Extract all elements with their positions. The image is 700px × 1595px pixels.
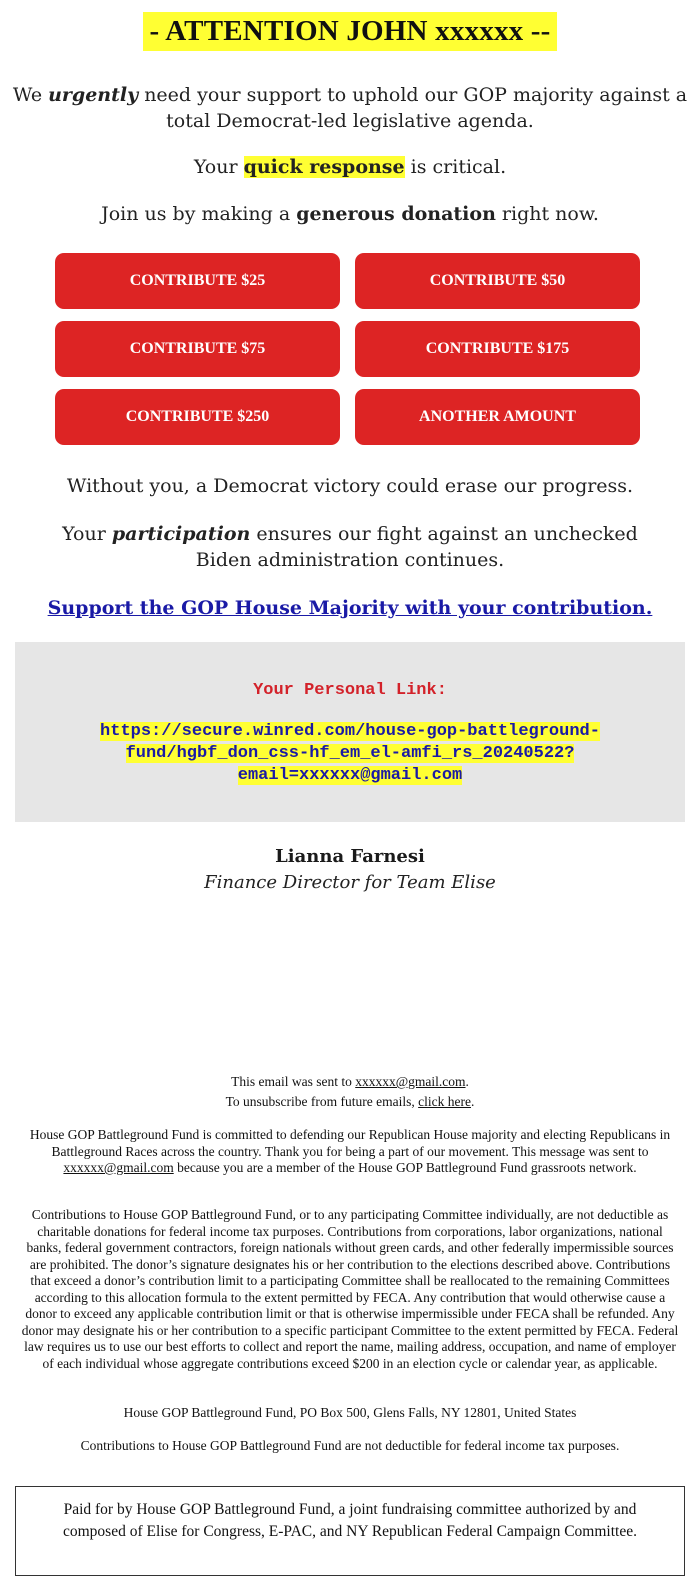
intro-paragraph-3 (0, 201, 700, 227)
text: ensures our fight against an unchecked Biden administration continues. (195, 523, 638, 571)
contribute-250-button[interactable]: CONTRIBUTE $250 (55, 389, 340, 445)
text: . (465, 1074, 469, 1089)
body-paragraph-2 (50, 521, 650, 573)
signature-title: Finance Director for Team Elise (204, 872, 496, 893)
intro-paragraph-2 (0, 154, 700, 180)
paid-for-box: Paid for by House GOP Battleground Fund, a joint fundraising committee authorized by and composed of Elise for Congress, E-PAC, and NY Republican Federal Campaign Committee. (15, 1486, 685, 1576)
mailing-address: House GOP Battleground Fund, PO Box 500, Glens Falls, NY 12801, United States (123, 1405, 577, 1420)
bold-text: generous donation (296, 203, 496, 225)
personal-link-url[interactable]: https://secure.winred.com/house-gop-battleground- fund/hgbf_don_css-hf_em_el-amfi_rs_20240522? email=xxxxxx@gmail.com (100, 722, 600, 785)
legal-disclaimer: Contributions to House GOP Battleground Fund, or to any participating Committee individually, are not deductible as charitable donations for federal income tax purposes. Contributions from corporations, labor organizations, national banks, federal government contractors, foreign nationals without green cards, and other federally impermissible sources are prohibited. The donor’s signature designates his or her contribution to the elections described above. Contributions that exceed a donor’s contribution limit to a participating Committee shall be reallocated to the remaining Committees according to this allocation formula to the extent permitted by FECA. Any contribution that would otherwise cause a donor to exceed any applicable contribution limit or that is otherwise impermissible under FECA shall be refunded. Any donor may designate his or her contribution to a specific participant Committee to the extent permitted by FECA. Federal law requires us to use our best efforts to collect and report the name, mailing address, occupation, and name of employer of each individual whose aggregate contributions exceed $200 in an election cycle or calendar year, as applicable. (21, 1207, 679, 1371)
another-amount-button[interactable]: ANOTHER AMOUNT (355, 389, 640, 445)
support-link-row (0, 595, 700, 621)
personal-link-url-wrap (55, 721, 645, 787)
personal-link-box (15, 642, 685, 822)
contribute-75-button[interactable]: CONTRIBUTE $75 (55, 321, 340, 377)
text: Your (62, 523, 112, 545)
emphasis-text: urgently (48, 84, 139, 106)
emphasis-text: participation (111, 523, 251, 545)
text: because you are a member of the House GOP Battleground Fund grassroots network. (173, 1160, 637, 1175)
header (0, 12, 700, 51)
text: Your (193, 156, 244, 178)
text: This email was sent to (231, 1074, 356, 1089)
text: right now. (495, 203, 599, 225)
text: . (470, 1094, 475, 1109)
member-email-link[interactable]: xxxxxx@gmail.com (63, 1160, 174, 1175)
recipient-email-link[interactable]: xxxxxx@gmail.com (355, 1074, 466, 1089)
contribute-50-button[interactable]: CONTRIBUTE $50 (355, 253, 640, 309)
about-paragraph (20, 1127, 680, 1177)
text: is critical. (404, 156, 507, 178)
attention-title: - ATTENTION JOHN xxxxxx -- (143, 12, 556, 51)
intro-paragraph-1 (0, 82, 700, 134)
text: To unsubscribe from future emails, (225, 1094, 419, 1109)
text: need your support to uphold our GOP majority against a total Democrat-led legislative agenda. (138, 84, 688, 132)
contribute-25-button[interactable]: CONTRIBUTE $25 (55, 253, 340, 309)
text: House GOP Battleground Fund is committed to defending our Republican House majority and electing Republicans in Battleground Races across the country. Thank you for being a part of our movement. This message was sent to (29, 1127, 671, 1159)
highlighted-text: quick response (243, 156, 405, 178)
support-link[interactable]: Support the GOP House Majority with your contribution. (47, 597, 653, 619)
contribute-175-button[interactable]: CONTRIBUTE $175 (355, 321, 640, 377)
tax-disclaimer: Contributions to House GOP Battleground Fund are not deductible for federal income tax purposes. (80, 1438, 620, 1453)
text: Join us by making a (101, 203, 297, 225)
body-paragraph-1: Without you, a Democrat victory could erase our progress. (66, 475, 634, 497)
signature-name: Lianna Farnesi (275, 846, 425, 867)
unsubscribe-link[interactable]: click here (418, 1094, 471, 1109)
unsubscribe-line (20, 1094, 680, 1111)
sent-to-line (20, 1074, 680, 1091)
text: We (12, 84, 49, 106)
personal-link-label: Your Personal Link: (253, 681, 447, 700)
